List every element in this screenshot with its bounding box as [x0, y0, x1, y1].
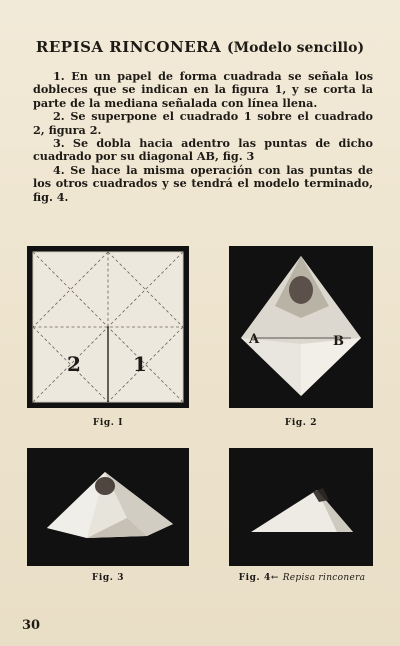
fig2-label-b: B [333, 334, 344, 349]
figure-3 [27, 448, 189, 566]
figure-4-caption-title: Repisa rinconera [282, 573, 366, 583]
step-2: 2. Se superpone el cuadrado 1 sobre el cuadrado 2, figura 2. [33, 109, 373, 137]
fig2-label-a: A [249, 332, 260, 347]
step-4: 4. Se hace la misma operación con las puntas de los otros cuadrados y se tendrá el modelo terminado, fig. 4. [33, 162, 373, 204]
figure-1-caption: Fig. I [92, 418, 124, 428]
instructions [33, 70, 373, 204]
fig1-label-1: 1 [133, 352, 147, 376]
figure-4-caption [222, 573, 382, 583]
fig1-label-2: 2 [67, 352, 81, 376]
figure-4 [229, 448, 373, 566]
figure-2 [229, 246, 373, 408]
title-sub: (Modelo sencillo) [226, 40, 365, 56]
page-number: 30 [22, 618, 41, 633]
figure-1 [27, 246, 189, 408]
figure-4-caption-label: Fig. 4← [238, 573, 279, 583]
figure-2-caption: Fig. 2 [284, 418, 318, 428]
step-1: 1. En un papel de forma cuadrada se señala los dobleces que se indican en la figura 1, y se corta la parte de la mediana señalada con línea llena. [33, 69, 373, 110]
figure-3-caption: Fig. 3 [91, 573, 125, 583]
title-main: REPISA RINCONERA [35, 38, 222, 56]
step-3: 3. Se dobla hacia adentro las puntas de dicho cuadrado por su diagonal AB, fig. 3 [33, 136, 373, 164]
page-title [0, 38, 400, 56]
